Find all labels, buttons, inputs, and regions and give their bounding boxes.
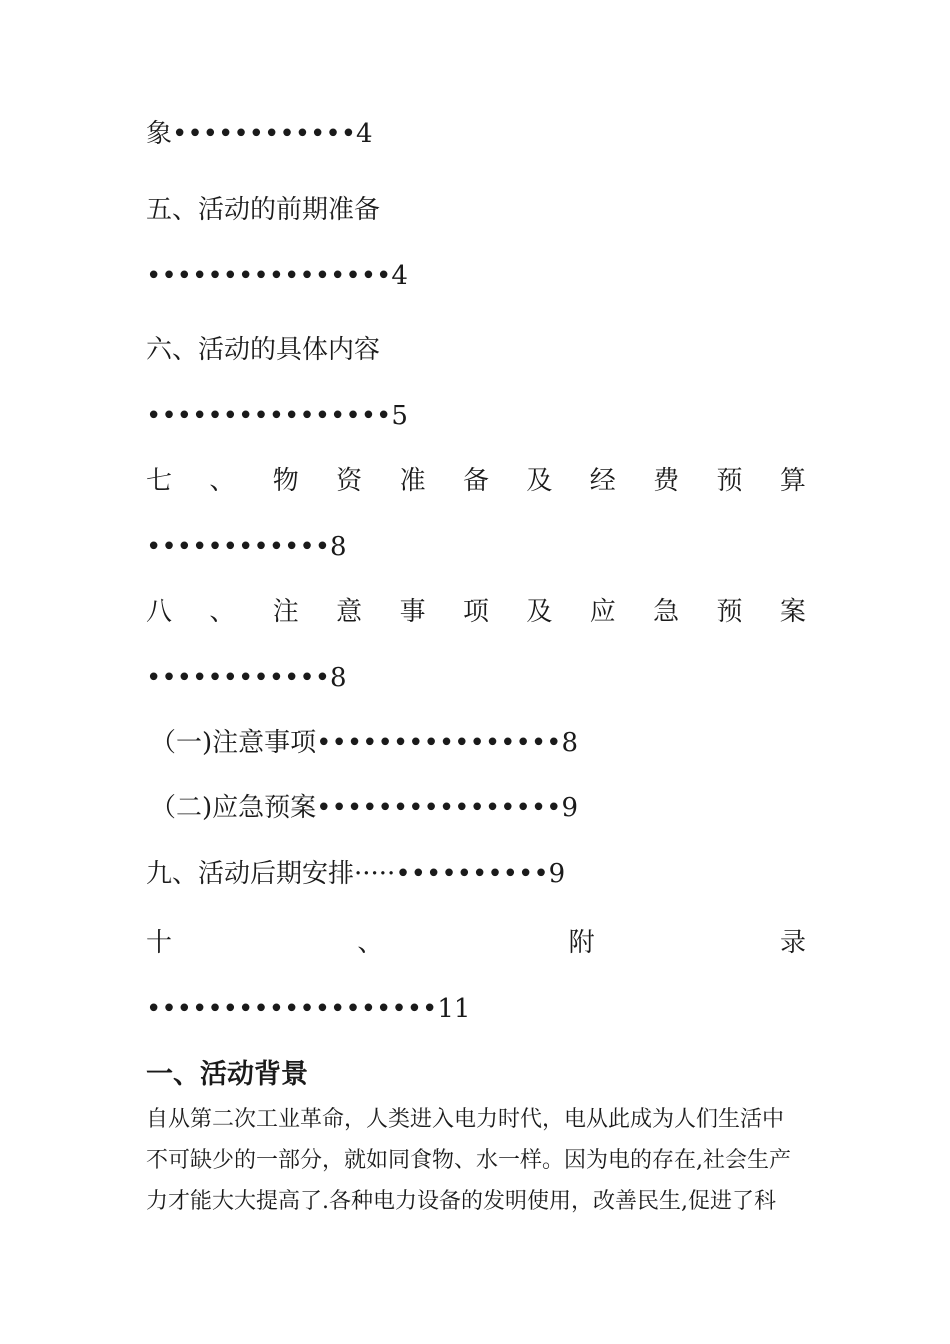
toc-char: 、 xyxy=(209,597,236,627)
toc-subentry: （二)应急预案••••••••••••••••9 xyxy=(150,793,579,823)
toc-char: 及 xyxy=(526,597,553,627)
toc-entry-title-justified xyxy=(146,594,806,630)
toc-char: 七 xyxy=(146,466,173,496)
toc-char: 预 xyxy=(716,466,743,496)
toc-char: 八 xyxy=(146,597,173,627)
toc-char: 费 xyxy=(653,466,680,496)
toc-entry-leader: ••••••••••••••••5 xyxy=(146,401,408,431)
toc-char: 资 xyxy=(336,466,363,496)
toc-char: 、 xyxy=(357,928,384,958)
toc-char: 及 xyxy=(526,466,553,496)
toc-char: 应 xyxy=(589,597,616,627)
toc-entry-title: 五、活动的前期准备 xyxy=(146,195,381,225)
toc-subentry: （一)注意事项••••••••••••••••8 xyxy=(150,728,579,758)
toc-entry-title-justified xyxy=(146,463,806,499)
toc-entry-leader: ••••••••••••••••4 xyxy=(146,261,408,291)
toc-char: 物 xyxy=(272,466,299,496)
toc-entry-continuation: 象••••••••••••4 xyxy=(146,119,373,149)
toc-char: 注 xyxy=(272,597,299,627)
body-text-line: 自从第二次工业革命，人类进入电力时代，电从此成为人们生活中 xyxy=(146,1107,785,1132)
toc-entry-leader: ••••••••••••8 xyxy=(146,532,347,562)
toc-char: 附 xyxy=(568,928,595,958)
toc-char: 备 xyxy=(462,466,489,496)
toc-entry-title: 六、活动的具体内容 xyxy=(146,335,381,365)
toc-char: 经 xyxy=(589,466,616,496)
toc-char: 、 xyxy=(209,466,236,496)
toc-char: 预 xyxy=(716,597,743,627)
toc-entry-leader: •••••••••••••••••••11 xyxy=(146,994,471,1024)
toc-char: 案 xyxy=(779,597,806,627)
toc-entry-leader: ••••••••••••8 xyxy=(146,663,347,693)
toc-char: 意 xyxy=(336,597,363,627)
toc-char: 算 xyxy=(779,466,806,496)
body-text-line: 不可缺少的一部分，就如同食物、水一样。因为电的存在,社会生产 xyxy=(146,1148,791,1173)
toc-entry-title: 九、活动后期安排·····••••••••••9 xyxy=(146,859,566,889)
toc-char: 急 xyxy=(653,597,680,627)
toc-char: 录 xyxy=(779,928,806,958)
section-heading: 一、活动背景 xyxy=(146,1059,308,1090)
body-text-line: 力才能大大提高了.各种电力设备的发明使用，改善民生,促进了科 xyxy=(146,1189,776,1214)
toc-char: 事 xyxy=(399,597,426,627)
toc-entry-title-justified xyxy=(146,925,806,961)
toc-char: 项 xyxy=(462,597,489,627)
toc-char: 准 xyxy=(399,466,426,496)
toc-char: 十 xyxy=(146,928,173,958)
